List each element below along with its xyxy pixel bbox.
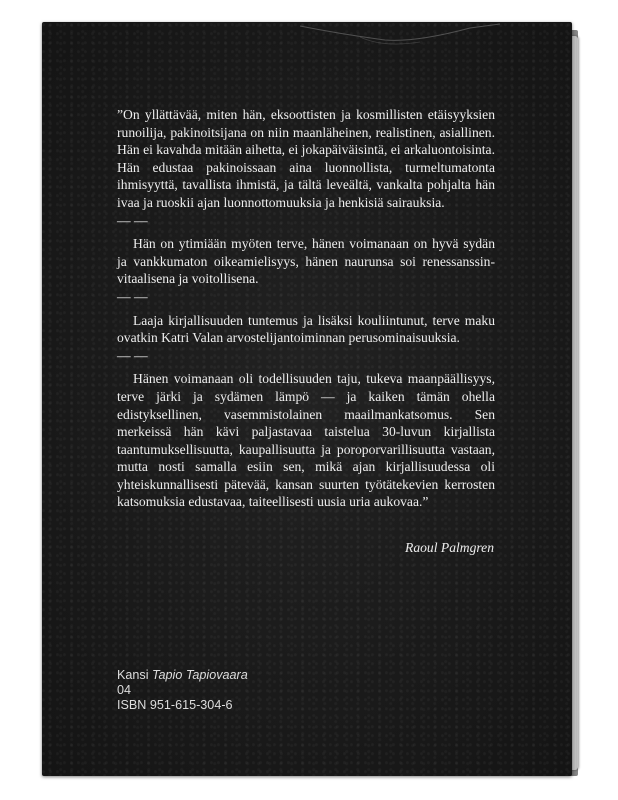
book-code: 04	[117, 683, 132, 697]
separator: — —	[117, 347, 148, 363]
cover-credit	[117, 668, 248, 683]
isbn: ISBN 951-615-304-6	[117, 698, 233, 712]
quote-paragraph-2: Hän on ytimiään myöten terve, hänen voimanaan on hyvä sydän ja vankkumaton oikeamielisyys, hänen naurunsa soi renessanssin-vitaalisena ja voitollisena.	[117, 236, 495, 287]
quote-block	[117, 106, 495, 511]
cover-credit-label: Kansi	[117, 668, 149, 682]
quote-paragraph-3: Laaja kirjallisuuden tuntemus ja lisäksi kouliintunut, terve maku ovatkin Katri Valan arvostelijantoiminnan perusominaisuuksia.	[117, 312, 495, 346]
colophon	[117, 668, 248, 713]
cover-designer: Tapio Tapiovaara	[152, 668, 248, 682]
quote-paragraph-1: ”On yllättävää, miten hän, eksoottisten ja kosmillisten etäisyyksien runoilija, pakinoitsijana on niin maanläheinen, realistinen, asiallinen. Hän ei kavahda mitään aihetta, ei jokapäiväisintä, ei arkaluontoisinta. Hän edustaa pakinoissaan aina luonnollista, turmeltumatonta ihmisyyttä, tavallista ihmistä, ja tältä leveältä, vankalta pohjalta hän ivaa ja ruoskii ajan luonnottomuuksia ja henkisiä sairauksia.	[117, 107, 495, 210]
separator: — —	[117, 212, 148, 228]
separator: — —	[117, 288, 148, 304]
quote-author: Raoul Palmgren	[405, 540, 494, 555]
quote-paragraph-4: Hänen voimanaan oli todellisuuden taju, tukeva maanpäällisyys, terve järki ja sydämen lämpö — ja kaiken tämän ohella edistyksellinen, vasemmistolainen maailmankatsomus. Sen merkeissä hän kävi paljastavaa taistelua 30-luvun kirjallista taantumuksellisuutta, kaupallisuutta ja poroporvarillisuutta vastaan, mutta nosti samalla esiin sen, mikä ajan kirjallisuudessa oli yhteiskunnallisesti pätevää, kansan suurten työtätekevien kerrosten katsomuksia edustavaa, taiteellisesti uusia uria aukovaa.”	[117, 371, 495, 510]
